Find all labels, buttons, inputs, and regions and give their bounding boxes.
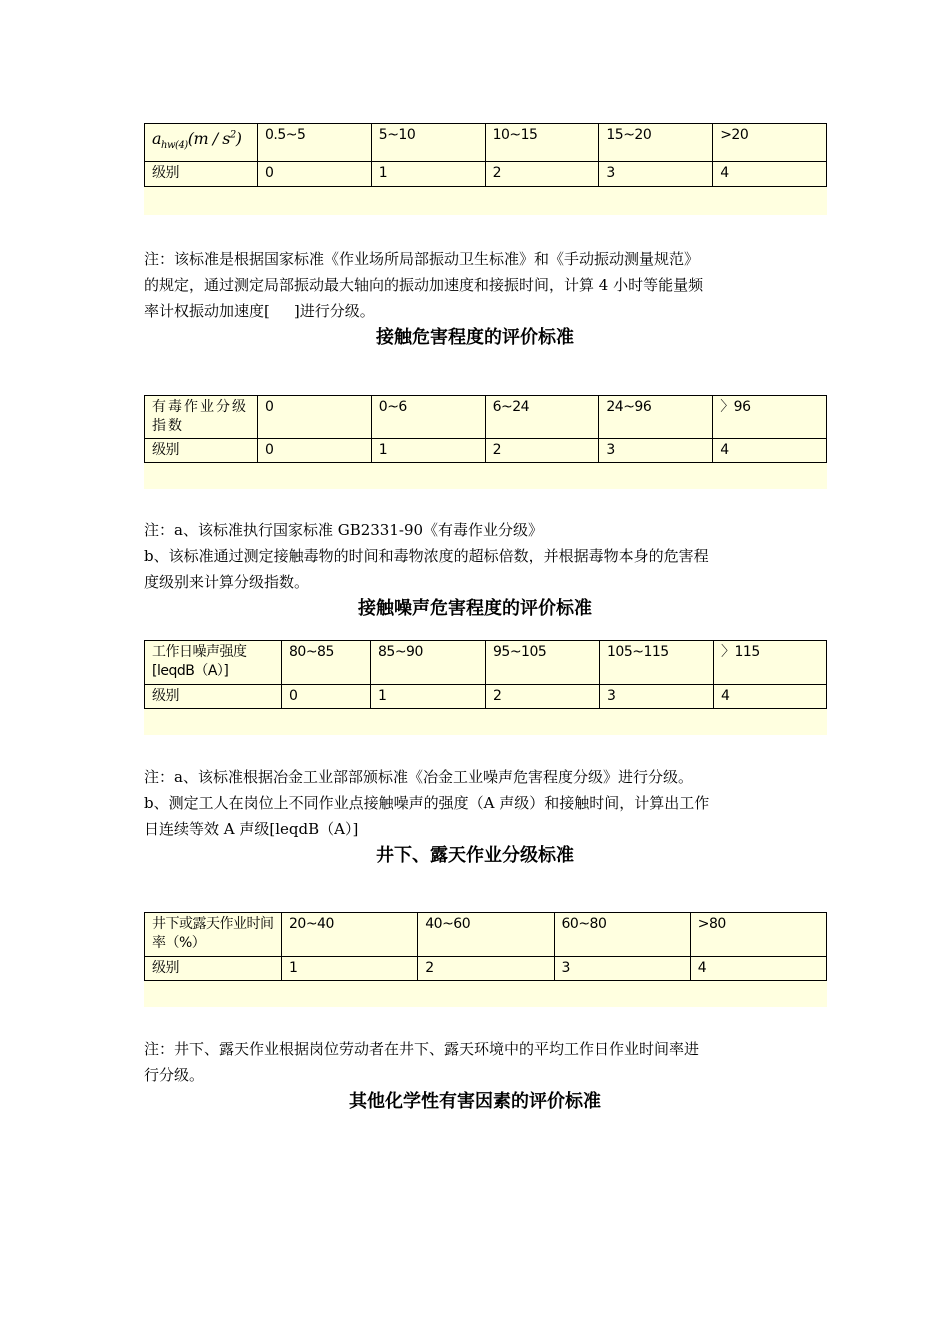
table-cell: 85~90 bbox=[371, 641, 486, 685]
underground-table bbox=[144, 912, 827, 1007]
table-cell: 1 bbox=[371, 439, 485, 463]
table-row bbox=[145, 162, 827, 187]
table-cell: 3 bbox=[599, 162, 713, 187]
table-cell: 0 bbox=[282, 685, 371, 709]
table-cell: 24~96 bbox=[599, 396, 713, 439]
heading-toxic: 接触危害程度的评价标准 bbox=[376, 327, 574, 348]
table-row bbox=[145, 957, 827, 981]
table-cell: 95~105 bbox=[486, 641, 600, 685]
note-line: 注：井下、露天作业根据岗位劳动者在井下、露天环境中的平均工作日作业时间率进 bbox=[144, 1040, 700, 1058]
table-cell: 3 bbox=[599, 439, 713, 463]
table-cell: 4 bbox=[713, 439, 827, 463]
table-cell-label: 有毒作业分级指数 bbox=[145, 396, 258, 439]
table-cell-label: 级别 bbox=[145, 162, 258, 187]
table-cell: >80 bbox=[690, 913, 826, 957]
heading-noise: 接触噪声危害程度的评价标准 bbox=[358, 598, 592, 619]
note-line: 的规定，通过测定局部振动最大轴向的振动加速度和接振时间，计算 4 小时等能量频 bbox=[144, 276, 704, 294]
table-cell: 6~24 bbox=[485, 396, 599, 439]
note-vibration bbox=[144, 246, 824, 324]
table-cell: 0 bbox=[258, 162, 372, 187]
table-shade bbox=[144, 463, 827, 489]
table-cell: 2 bbox=[486, 685, 600, 709]
table-cell: >20 bbox=[713, 124, 827, 162]
table-cell-label: 工作日噪声强度[leqdB（A）] bbox=[145, 641, 282, 685]
note-line: 注：该标准是根据国家标准《作业场所局部振动卫生标准》和《手动振动测量规范》 bbox=[144, 250, 700, 268]
note-underground bbox=[144, 1036, 824, 1088]
table-cell: 〉115 bbox=[714, 641, 827, 685]
table-cell: 0 bbox=[258, 439, 372, 463]
table-cell: 3 bbox=[600, 685, 714, 709]
table-cell: 0 bbox=[258, 396, 372, 439]
table-row bbox=[145, 685, 827, 709]
table-cell: 80~85 bbox=[282, 641, 371, 685]
noise-table bbox=[144, 640, 827, 735]
table-cell: 10~15 bbox=[485, 124, 599, 162]
table-cell-label: 井下或露天作业时间率（%） bbox=[145, 913, 282, 957]
table-row bbox=[145, 124, 827, 162]
note-line: 行分级。 bbox=[144, 1066, 205, 1084]
note-toxic bbox=[144, 517, 824, 595]
table-cell: 40~60 bbox=[418, 913, 554, 957]
heading-chemical: 其他化学性有害因素的评价标准 bbox=[349, 1091, 601, 1112]
note-line: 度级别来计算分级指数。 bbox=[144, 573, 310, 591]
table-cell-label: 级别 bbox=[145, 439, 258, 463]
table-cell: 20~40 bbox=[282, 913, 418, 957]
note-line: b、测定工人在岗位上不同作业点接触噪声的强度（A 声级）和接触时间，计算出工作 bbox=[144, 794, 710, 812]
acceleration-formula: $a_{hw(4)}(m / s^2)$ bbox=[152, 129, 242, 152]
table-shade bbox=[144, 981, 827, 1007]
table-row bbox=[145, 641, 827, 685]
toxic-table bbox=[144, 395, 827, 489]
note-line: b、该标准通过测定接触毒物的时间和毒物浓度的超标倍数，并根据毒物本身的危害程 bbox=[144, 547, 709, 565]
table-cell: 3 bbox=[554, 957, 690, 981]
table-shade bbox=[144, 709, 827, 735]
note-line: 注：a、该标准执行国家标准 GB2331-90《有毒作业分级》 bbox=[144, 521, 544, 539]
table-cell-label bbox=[145, 124, 258, 162]
note-noise bbox=[144, 764, 824, 842]
table-cell: 15~20 bbox=[599, 124, 713, 162]
table-cell: 60~80 bbox=[554, 913, 690, 957]
table-row bbox=[145, 439, 827, 463]
table-cell-label: 级别 bbox=[145, 685, 282, 709]
note-line: 率计权振动加速度[ ]进行分级。 bbox=[144, 302, 375, 320]
vibration-table bbox=[144, 123, 827, 215]
table-cell: 4 bbox=[714, 685, 827, 709]
table-cell: 0~6 bbox=[371, 396, 485, 439]
note-line: 注：a、该标准根据冶金工业部部颁标准《冶金工业噪声危害程度分级》进行分级。 bbox=[144, 768, 693, 786]
table-row bbox=[145, 913, 827, 957]
table-cell: 〉96 bbox=[713, 396, 827, 439]
table-cell: 1 bbox=[371, 685, 486, 709]
heading-underground: 井下、露天作业分级标准 bbox=[376, 845, 574, 866]
table-cell: 4 bbox=[690, 957, 826, 981]
table-cell: 1 bbox=[371, 162, 485, 187]
table-cell: 2 bbox=[485, 439, 599, 463]
table-cell: 4 bbox=[713, 162, 827, 187]
note-line: 日连续等效 A 声级[leqdB（A）] bbox=[144, 820, 359, 838]
table-shade bbox=[144, 187, 827, 215]
table-cell: 2 bbox=[418, 957, 554, 981]
table-cell-label: 级别 bbox=[145, 957, 282, 981]
table-cell: 105~115 bbox=[600, 641, 714, 685]
table-cell: 5~10 bbox=[371, 124, 485, 162]
table-cell: 2 bbox=[485, 162, 599, 187]
table-cell: 0.5~5 bbox=[258, 124, 372, 162]
table-row bbox=[145, 396, 827, 439]
table-cell: 1 bbox=[282, 957, 418, 981]
